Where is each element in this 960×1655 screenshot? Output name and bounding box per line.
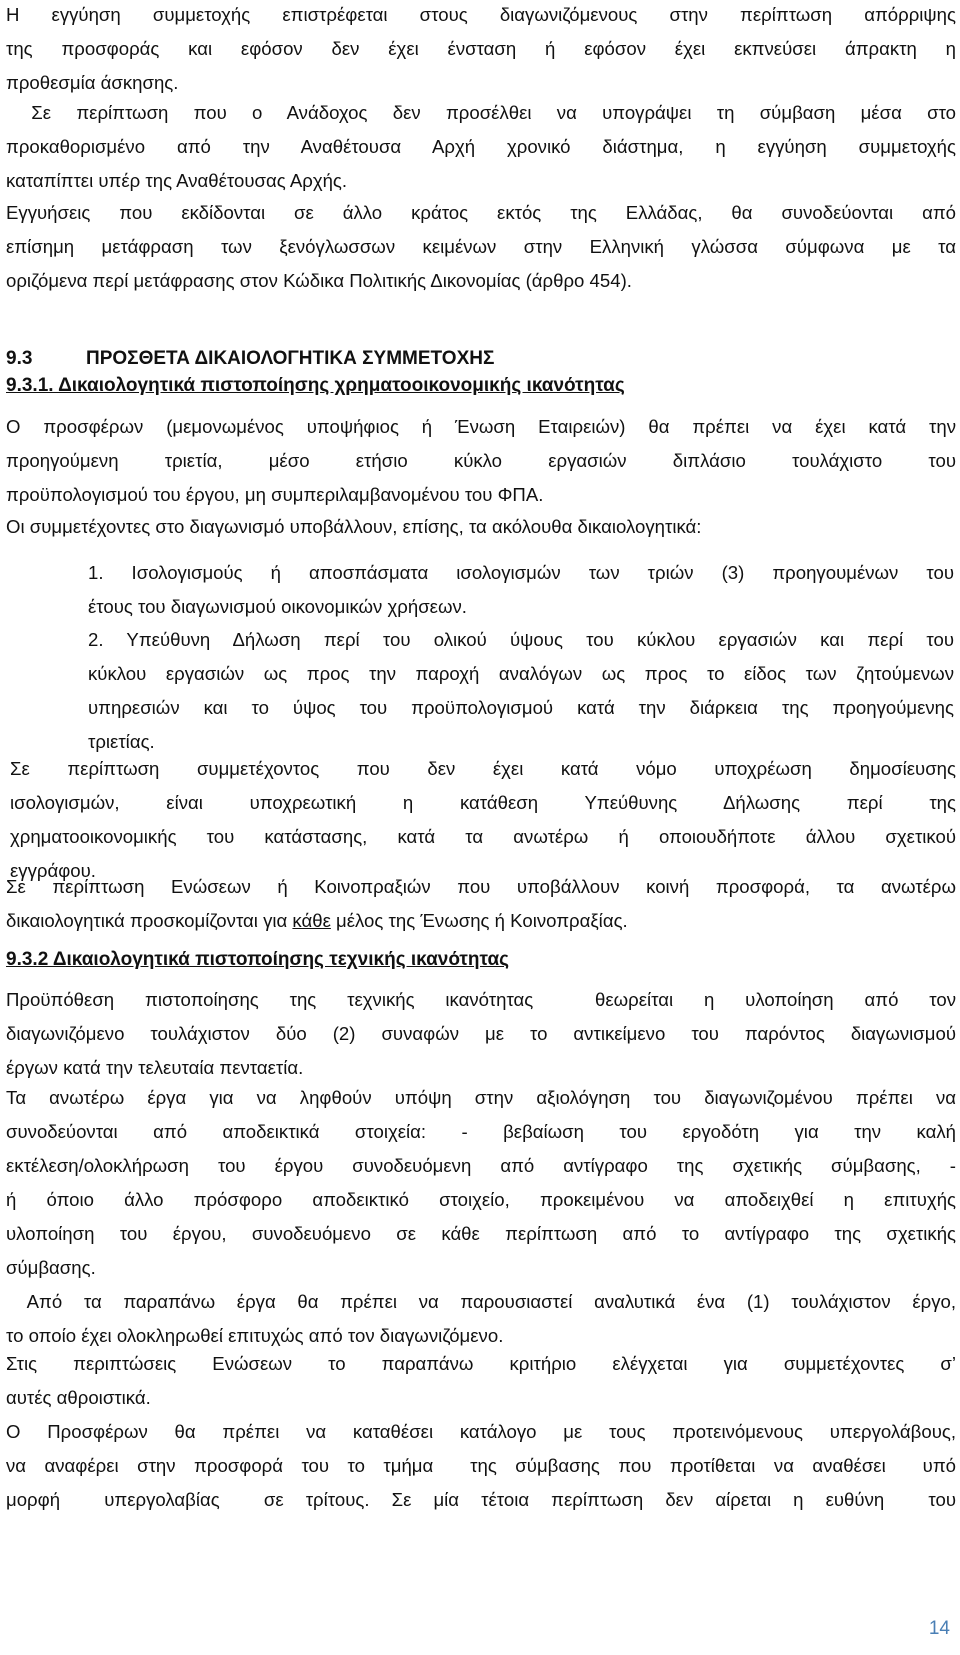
text-line: σύμβασης. [6,1257,96,1278]
text-line: Από τα παραπάνω έργα θα πρέπει να παρουσιαστεί αναλυτικά ένα (1) τουλάχιστον έργο, [6,1291,956,1312]
paragraph-documents-intro [6,510,956,544]
paragraph-consortium-documents [6,870,956,938]
text-line: Οι συμμετέχοντες στο διαγωνισμό υποβάλλουν, επίσης, τα ακόλουθα δικαιολογητικά: [6,516,702,537]
text-line: Προϋπόθεση πιστοποίησης της τεχνικής ικανότητας θεωρείται η υλοποίηση από τον [6,989,956,1010]
text-fragment: μέλος της Ένωσης ή Κοινοπραξίας. [330,910,628,931]
text-line: καταπίπτει υπέρ της Αναθέτουσας Αρχής. [6,170,348,191]
text-line: διαγωνιζόμενο τουλάχιστον δύο (2) συναφών με το αντικείμενο του παρόντος διαγωνισμού [6,1023,956,1044]
text-line: της προσφοράς και εφόσον δεν έχει ένσταση ή εφόσον έχει εκπνεύσει άπρακτη η [6,38,956,59]
paragraph-consortium-criterion [6,1347,956,1415]
text-line: μορφή υπεργολαβίας σε τρίτους. Σε μία τέτοια περίπτωση δεν αίρεται η ευθύνη του [6,1489,956,1510]
subsection-heading-9-3-2: 9.3.2 Δικαιολογητικά πιστοποίησης τεχνικής ικανότητας [6,949,510,970]
section-title: ΠΡΟΣΘΕΤΑ ΔΙΚΑΙΟΛΟΓΗΤΙΚΑ ΣΥΜΜΕΤΟΧΗΣ [86,348,495,369]
text-line: Σε περίπτωση συμμετέχοντος που δεν έχει κατά νόμο υποχρέωση δημοσίευσης [10,758,956,779]
text-line: να αναφέρει στην προσφορά του το τμήμα της σύμβασης που προτίθεται να αναθέσει υπό [6,1455,956,1476]
text-line: συνοδεύονται από αποδεικτικά στοιχεία: - βεβαίωση του εργοδότη για την καλή [6,1121,956,1142]
underlined-word: κάθε [292,910,331,931]
paragraph-no-balance-obligation [10,752,956,888]
paragraph-detailed-project [6,1285,956,1353]
text-line: ισολογισμών, είναι υποχρεωτική η κατάθεση Υπεύθυνης Δήλωσης περί της [10,792,956,813]
text-line: Σε περίπτωση που ο Ανάδοχος δεν προσέλθει να υπογράψει τη σύμβαση μέσα στο [6,102,956,123]
paragraph-guarantee-return [6,0,956,100]
section-heading-9-3 [6,344,494,374]
text-line: προθεσμία άσκησης. [6,72,179,93]
text-line: Σε περίπτωση Ενώσεων ή Κοινοπραξιών που υποβάλλουν κοινή προσφορά, τα ανωτέρω [6,876,956,897]
text-line: εγγράφου. [10,860,96,881]
text-line [6,904,956,938]
paragraph-technical-capacity [6,983,956,1085]
text-line: Ο προσφέρων (μεμονωμένος υποψήφιος ή Ένωση Εταιρειών) θα πρέπει να έχει κατά την [6,416,956,437]
text-line: το οποίο έχει ολοκληρωθεί επιτυχώς από τον διαγωνιζόμενο. [6,1325,504,1346]
text-line: Ο Προσφέρων θα πρέπει να καταθέσει κατάλογο με τους προτεινόμενους υπεργολάβους, [6,1421,956,1442]
text-line: οριζόμενα περί μετάφρασης στον Κώδικα Πολιτικής Δικονομίας (άρθρο 454). [6,270,632,291]
text-line: Η εγγύηση συμμετοχής επιστρέφεται στους διαγωνιζόμενους στην περίπτωση απόρριψης [6,4,956,25]
paragraph-guarantee-forfeit [6,96,956,198]
paragraph-foreign-guarantees [6,196,956,298]
text-fragment: δικαιολογητικά προσκομίζονται για [6,910,293,931]
paragraph-turnover-requirement [6,410,956,512]
list-item-declaration [88,623,954,759]
text-line: προηγούμενη τριετία, μέσο ετήσιο κύκλο εργασιών διπλάσιο τουλάχιστο του [6,450,956,471]
text-line: αυτές αθροιστικά. [6,1387,151,1408]
text-line: επίσημη μετάφραση των ξενόγλωσσων κειμένων στην Ελληνική γλώσσα σύμφωνα με τα [6,236,956,257]
text-line: ή όποιο άλλο πρόσφορο αποδεικτικό στοιχείο, προκειμένου να αποδειχθεί η επιτυχής [6,1189,956,1210]
text-line: προκαθορισμένο από την Αναθέτουσα Αρχή χρονικό διάστημα, η εγγύηση συμμετοχής [6,136,956,157]
text-line: εκτέλεση/ολοκλήρωση του έργου συνοδευόμενη από αντίγραφο της σχετικής σύμβασης, - [6,1155,956,1176]
text-line: Εγγυήσεις που εκδίδονται σε άλλο κράτος εκτός της Ελλάδας, θα συνοδεύονται από [6,202,956,223]
subsection-heading-9-3-1: 9.3.1. Δικαιολογητικά πιστοποίησης χρηματοοικονομικής ικανότητας [6,375,625,396]
paragraph-subcontractors [6,1415,956,1517]
text-line: 2. Υπεύθυνη Δήλωση περί του ολικού ύψους του κύκλου εργασιών και περί του [88,629,954,650]
text-line: Στις περιπτώσεις Ενώσεων το παραπάνω κριτήριο ελέγχεται για συμμετέχοντες σ’ [6,1353,956,1374]
text-line: Τα ανωτέρω έργα για να ληφθούν υπόψη στην αξιολόγηση του διαγωνιζομένου πρέπει να [6,1087,956,1108]
text-line: υλοποίηση του έργου, συνοδευόμενο σε κάθε περίπτωση από το αντίγραφο της σχετικής [6,1223,956,1244]
text-line: κύκλου εργασιών ως προς την παροχή αναλόγων ως προς το είδος των ζητούμενων [88,663,954,684]
text-line: τριετίας. [88,731,155,752]
paragraph-evidence-requirements [6,1081,956,1285]
text-line: έργων κατά την τελευταία πενταετία. [6,1057,304,1078]
page-number: 14 [928,1618,950,1639]
text-line: υπηρεσιών και το ύψος του προϋπολογισμού κατά την διάρκεια της προηγούμενης [88,697,954,718]
text-line: 1. Ισολογισμούς ή αποσπάσματα ισολογισμών των τριών (3) προηγουμένων του [88,562,954,583]
section-number: 9.3 [6,348,33,369]
text-line: προϋπολογισμού του έργου, μη συμπεριλαμβανομένου του ΦΠΑ. [6,484,544,505]
text-line: έτους του διαγωνισμού οικονομικών χρήσεων. [88,596,467,617]
text-line: χρηματοοικονομικής του κατάστασης, κατά τα ανωτέρω ή οποιουδήποτε άλλου σχετικού [10,826,956,847]
list-item-balance-sheets [88,556,954,624]
